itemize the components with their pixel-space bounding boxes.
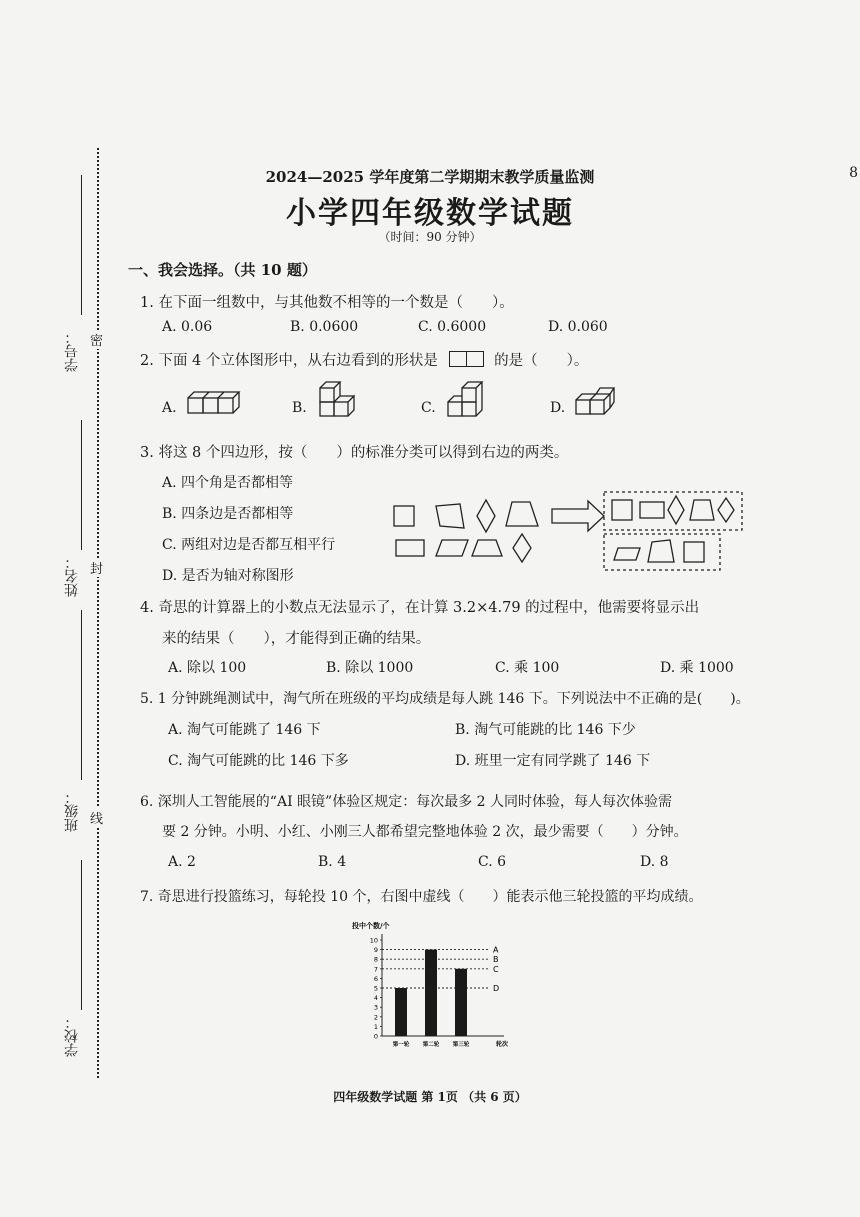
- q3-shape-quad-1: [436, 504, 464, 528]
- q2-option-c: C.: [421, 400, 436, 416]
- q2-option-b: B.: [292, 400, 307, 416]
- question-6-line-2: 要 2 分钟。小明、小红、小刚三人都希望完整地体验 2 次，最少需要（ ）分钟。: [162, 824, 688, 840]
- chart-x-tick-label: 第一轮: [392, 1042, 410, 1048]
- q1-option-a: A. 0.06: [162, 319, 213, 335]
- chart-y-tick-label: 6: [373, 974, 378, 983]
- q3-option-b: B. 四条边是否都相等: [162, 506, 294, 522]
- chart-reference-label: B: [493, 955, 499, 965]
- question-4-line-2: 来的结果（ ），才能得到正确的结果。: [162, 631, 431, 647]
- q4-option-d: D. 乘 1000: [660, 660, 734, 676]
- q3-group-2-frame: [604, 534, 720, 570]
- q4-option-a: A. 除以 100: [168, 660, 247, 676]
- chart-y-tick-label: 7: [373, 965, 378, 974]
- chart-bar: [425, 950, 437, 1036]
- chart-reference-label: A: [493, 945, 499, 955]
- student-no-label: 学号：: [64, 330, 80, 372]
- question-3: 3. 将这 8 个四边形，按（ ）的标准分类可以得到右边的两类。: [140, 445, 569, 461]
- seal-mark-2: 封: [90, 558, 103, 577]
- class-label: 班级：: [64, 790, 80, 832]
- q1-option-d: D. 0.060: [548, 319, 608, 335]
- chart-y-tick-label: 3: [373, 1003, 378, 1012]
- q6-option-c: C. 6: [478, 854, 507, 870]
- q3-shape-trapezoid-1: [506, 502, 538, 526]
- q6-option-b: B. 4: [318, 854, 347, 870]
- chart-y-axis-label: 投中个数/个: [352, 922, 390, 930]
- q1-option-c: C. 0.6000: [418, 319, 487, 335]
- q3-shape-rectangle: [396, 540, 424, 556]
- q6-option-d: D. 8: [640, 854, 669, 870]
- q6-option-a: A. 2: [168, 854, 196, 870]
- q4-option-b: B. 除以 1000: [326, 660, 414, 676]
- chart-y-tick-label: 2: [373, 1013, 378, 1022]
- chart-y-tick-label: 1: [373, 1022, 378, 1031]
- seal-mark-3: 线: [90, 808, 103, 827]
- exam-header: 2024—2025 学年度第二学期期末教学质量监测: [265, 168, 595, 186]
- chart-reference-label: C: [493, 964, 499, 974]
- question-7: 7. 奇思进行投篮练习，每轮投 10 个，右图中虚线（ ）能表示他三轮投篮的平均成绩。: [140, 889, 703, 905]
- chart-x-tick-label: 第三轮: [452, 1042, 470, 1048]
- question-5: 5. 1 分钟跳绳测试中，淘气所在班级的平均成绩是每人跳 146 下。下列说法中不正确的是( )。: [140, 691, 750, 707]
- chart-bar: [395, 988, 407, 1036]
- section-heading: 一、我会选择。（共 10 题）: [128, 261, 317, 279]
- exam-title: 小学四年级数学试题: [286, 196, 574, 231]
- q3-shape-square: [394, 506, 414, 526]
- question-4-line-1: 4. 奇思的计算器上的小数点无法显示了，在计算 3.2×4.79 的过程中，他需要将显示出: [140, 600, 700, 616]
- chart-y-tick-label: 9: [373, 946, 378, 955]
- school-label: 学校：: [64, 1015, 80, 1057]
- q5-option-a: A. 淘气可能跳了 146 下: [168, 722, 321, 738]
- q3-shape-rhombus-2: [513, 534, 531, 562]
- q3-shape-trapezoid-2: [472, 540, 502, 556]
- page-footer: 四年级数学试题 第 1页 （共 6 页）: [333, 1090, 527, 1104]
- q4-option-c: C. 乘 100: [495, 660, 560, 676]
- q3-group-1-frame: [604, 492, 742, 530]
- q1-option-b: B. 0.0600: [290, 319, 359, 335]
- q2-option-d: D.: [550, 400, 566, 416]
- chart-x-tick-label: 第二轮: [422, 1042, 440, 1048]
- question-6-line-1: 6. 深圳人工智能展的“AI 眼镜”体验区规定：每次最多 2 人同时体验，每人每次体验需: [140, 794, 673, 810]
- chart-y-tick-label: 5: [373, 984, 378, 993]
- corner-mark: 8: [849, 165, 858, 181]
- q3-arrow: [552, 501, 604, 531]
- q3-shape-parallelogram: [436, 540, 468, 556]
- chart-y-tick-label: 8: [373, 955, 378, 964]
- chart-x-axis-label: 轮次: [496, 1041, 509, 1048]
- chart-y-tick-label: 10: [369, 936, 378, 945]
- q3-shape-rhombus-1: [477, 500, 495, 532]
- q2-text-before: 2. 下面 4 个立体图形中，从右边看到的形状是: [140, 353, 438, 369]
- q5-option-c: C. 淘气可能跳的比 146 下多: [168, 753, 349, 769]
- q3-option-a: A. 四个角是否都相等: [162, 475, 294, 491]
- chart-bar: [455, 969, 467, 1036]
- q5-option-b: B. 淘气可能跳的比 146 下少: [455, 722, 636, 738]
- q5-option-d: D. 班里一定有同学跳了 146 下: [455, 753, 651, 769]
- q3-option-c: C. 两组对边是否都互相平行: [162, 537, 336, 553]
- chart-y-tick-label: 4: [373, 994, 378, 1003]
- name-label: 姓名：: [64, 555, 80, 597]
- q2-text-after: 的是（ ）。: [494, 353, 589, 369]
- q7-bar-chart: [350, 922, 530, 1062]
- q2-option-a: A.: [162, 400, 177, 416]
- q3-option-d: D. 是否为轴对称图形: [162, 568, 294, 584]
- exam-duration: （时间：90 分钟）: [378, 230, 482, 244]
- question-1: 1. 在下面一组数中，与其他数不相等的一个数是（ ）。: [140, 295, 514, 311]
- chart-y-tick-label: 0: [373, 1032, 378, 1041]
- seal-mark-1: 密: [90, 330, 103, 349]
- chart-reference-label: D: [493, 984, 500, 993]
